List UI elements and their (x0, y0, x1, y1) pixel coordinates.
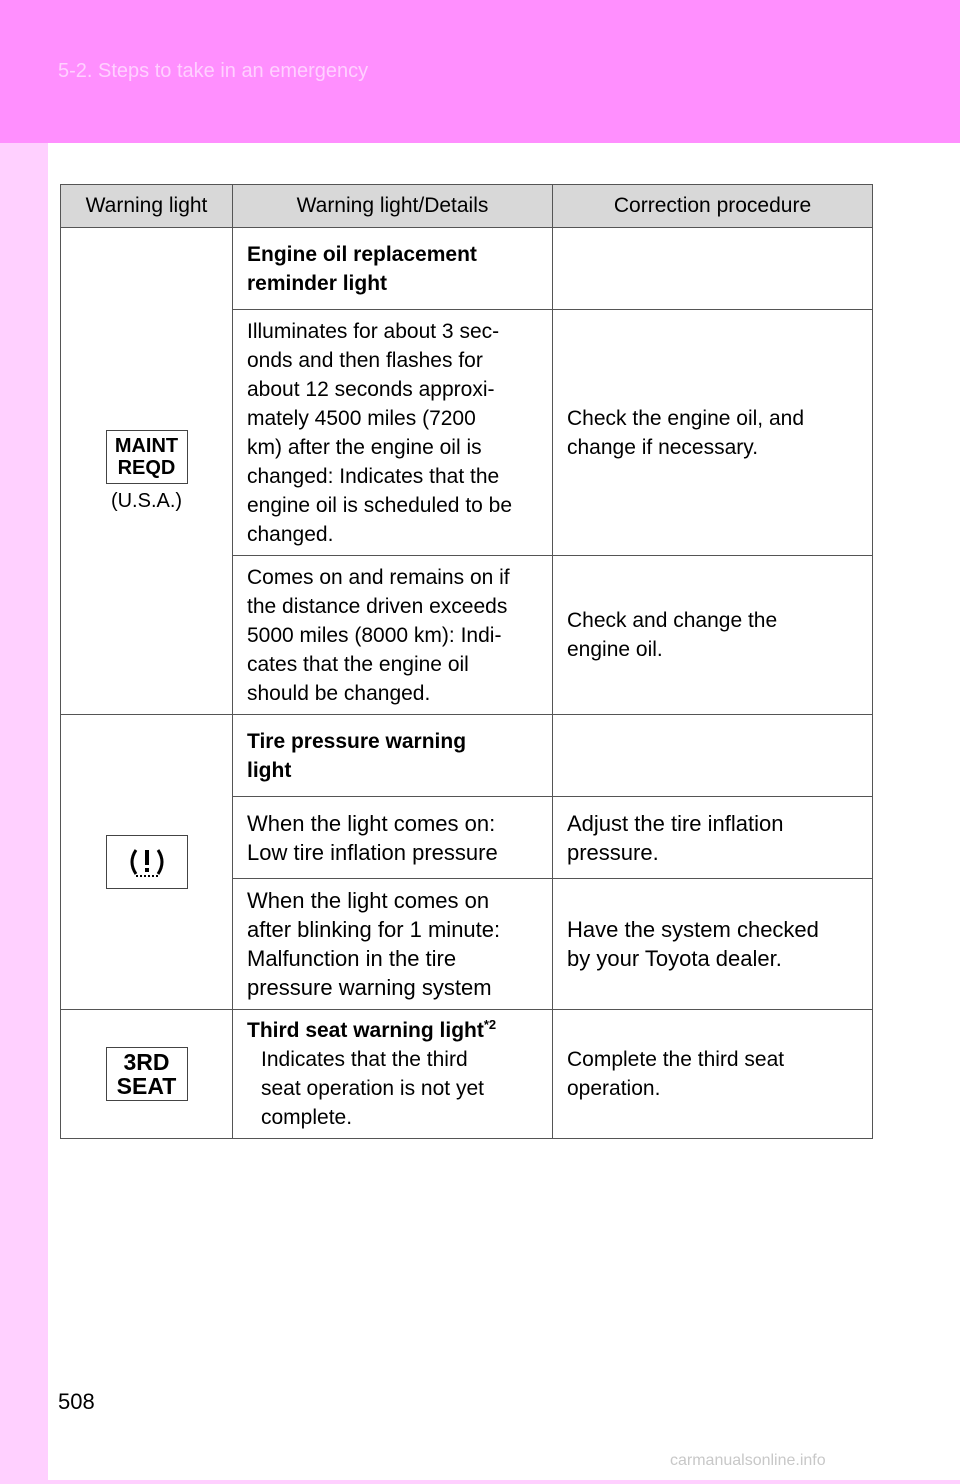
maint-title-cell: Engine oil replacement reminder light (233, 228, 553, 310)
breadcrumb: 5-2. Steps to take in an emergency (58, 60, 369, 82)
maint-correction-2: Check and change the engine oil. (553, 556, 873, 715)
tire-correction-2: Have the system checked by your Toyota dealer. (553, 879, 873, 1010)
side-band (0, 143, 48, 1484)
tire-title-empty-cell (553, 715, 873, 797)
maint-detail-2: Comes on and remains on if the distance driven exceeds 5000 miles (8000 km): Indi- cates that the engine oil should be changed. (233, 556, 553, 715)
seat-icon-cell (61, 1010, 233, 1139)
table-row (61, 715, 873, 797)
third-seat-icon: 3RD SEAT (106, 1047, 188, 1101)
column-header-warning-light: Warning light (61, 185, 233, 228)
column-header-correction: Correction procedure (553, 185, 873, 228)
maint-title-empty-cell (553, 228, 873, 310)
tire-correction-1: Adjust the tire inflation pressure. (553, 797, 873, 879)
seat-correction-cell: Complete the third seat operation. (553, 1010, 873, 1139)
seat-detail-cell: Third seat warning light$^{*2}$ Indicates that the third seat operation is not yet complete. (233, 1010, 553, 1139)
tire-icon-cell (61, 715, 233, 1010)
tire-detail-2: When the light comes on after blinking for 1 minute: Malfunction in the tire pressure warning system (233, 879, 553, 1010)
table-header-row (61, 185, 873, 228)
table-row (61, 1010, 873, 1139)
footnote-marker: *2 (483, 1017, 497, 1032)
region-label: (U.S.A.) (110, 489, 183, 512)
maint-reqd-icon: MAINT REQD (106, 430, 188, 484)
tire-detail-1: When the light comes on: Low tire inflation pressure (233, 797, 553, 879)
page-number: 508 (58, 1389, 95, 1414)
warning-light-table (60, 184, 873, 1139)
maint-icon-cell (61, 228, 233, 715)
maint-correction-1: Check the engine oil, and change if necessary. (553, 310, 873, 556)
tire-pressure-icon (106, 835, 188, 889)
watermark: carmanualsonline.info (670, 1452, 826, 1469)
seat-title: Third seat warning light (247, 1019, 484, 1042)
table-row (61, 228, 873, 310)
tire-title-cell: Tire pressure warning light (233, 715, 553, 797)
maint-detail-1: Illuminates for about 3 sec- onds and then flashes for about 12 seconds approxi- mately 4500 miles (7200 km) after the engine oil is changed: Indicates that the engine oil is scheduled to be changed. (233, 310, 553, 556)
bottom-strip (48, 1480, 960, 1484)
column-header-details: Warning light/Details (233, 185, 553, 228)
